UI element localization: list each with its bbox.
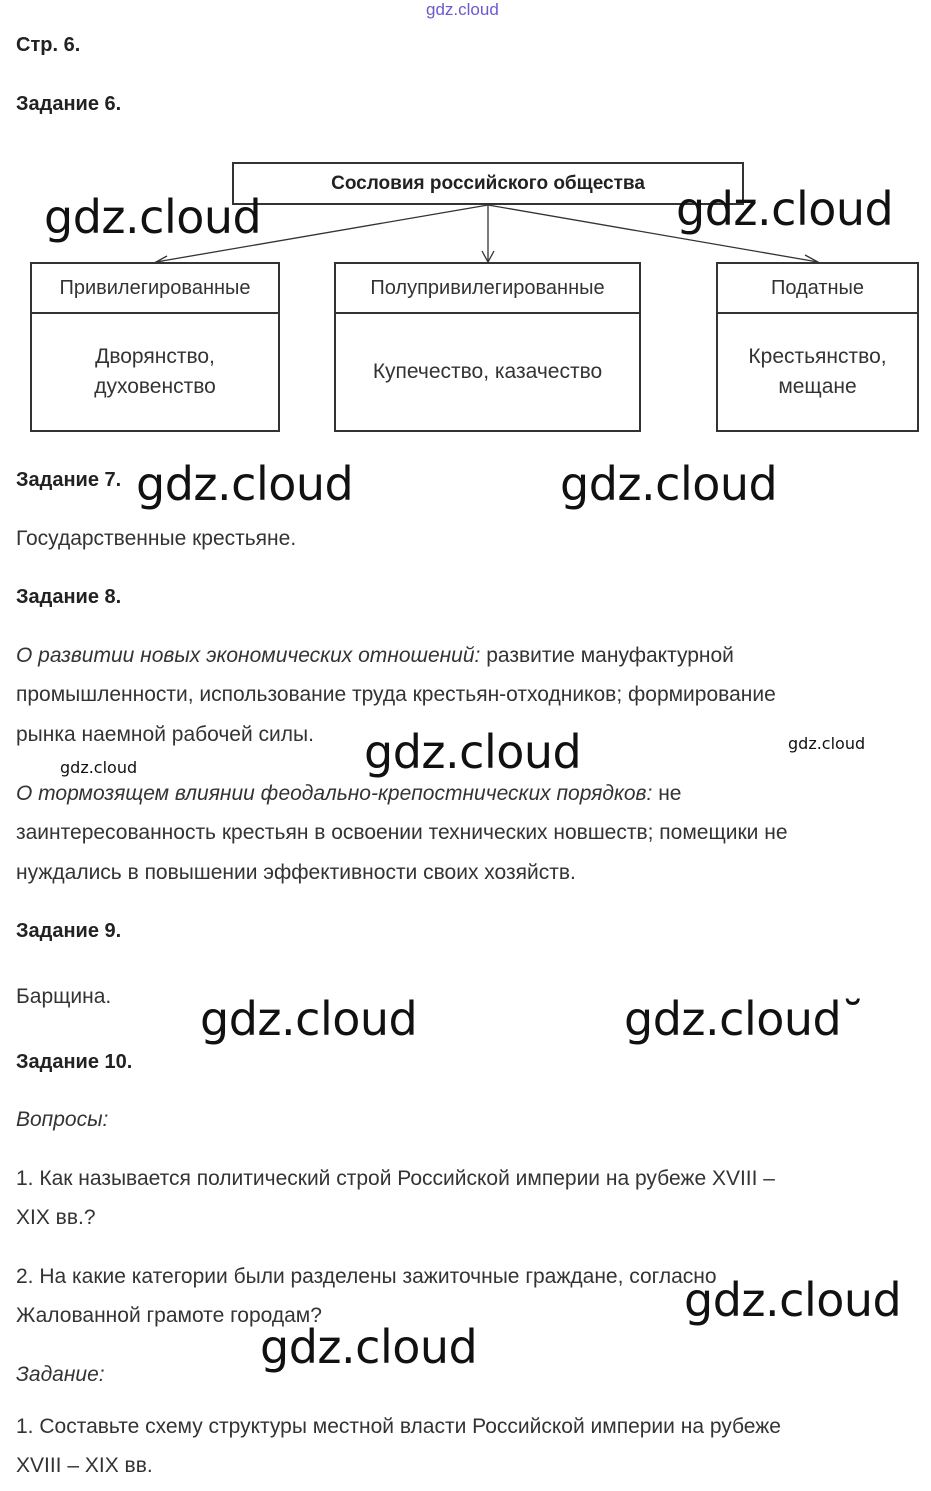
question-1-line2: XIX вв.? [16, 1206, 96, 1229]
task-1-line1: 1. Составьте схему структуры местной власти Российской империи на рубеже [16, 1415, 781, 1438]
watermark-small: gdz.cloud [60, 758, 138, 777]
task6-heading: Задание 6. [16, 93, 122, 115]
task7-heading: Задание 7. [16, 469, 122, 491]
question-2-line2: Жалованной грамоте городам? [16, 1304, 322, 1327]
question-1-line1: 1. Как называется политический строй Российской империи на рубеже XVIII – [16, 1167, 775, 1190]
watermark: gdz.cloud [684, 1273, 902, 1327]
category-taxable [716, 262, 919, 432]
task8-para2-rest: не [652, 782, 682, 805]
watermark: gdz.cloud [364, 725, 582, 779]
category-privileged [30, 262, 280, 432]
task9-heading: Задание 9. [16, 920, 122, 942]
questions-label: Вопросы: [16, 1108, 109, 1131]
task8-heading: Задание 8. [16, 586, 122, 608]
task8-para1-lead: О развитии новых экономических отношений: [16, 644, 481, 667]
watermark: gdz.cloud [676, 182, 894, 236]
task8-para1-line1 [16, 636, 734, 675]
task8-para2-line2: заинтересованность крестьян в освоении технических новшеств; помещики не [16, 821, 788, 844]
task7-answer: Государственные крестьяне. [16, 527, 297, 550]
category-body: Крестьянство, мещане [748, 345, 887, 398]
watermark: gdz.cloud [560, 457, 778, 511]
task9-answer: Барщина. [16, 985, 112, 1008]
task8-para2-line1 [16, 774, 681, 813]
category-title: Податные [718, 264, 917, 314]
task10-heading: Задание 10. [16, 1051, 133, 1073]
task-1-line2: XVIII – XIX вв. [16, 1454, 153, 1477]
page-label: Стр. 6. [16, 34, 81, 56]
watermark-small: gdz.cloud [788, 734, 866, 753]
category-body: Дворянство, духовенство [94, 345, 216, 398]
category-title: Полупривилегированные [336, 264, 639, 314]
watermark: gdz.cloud˘ [624, 992, 864, 1046]
watermark: gdz.cloud [200, 992, 418, 1046]
task-label: Задание: [16, 1363, 105, 1386]
category-title: Привилегированные [32, 264, 278, 314]
question-2-line1: 2. На какие категории были разделены зажиточные граждане, согласно [16, 1265, 717, 1288]
top-watermark: gdz.cloud [426, 0, 499, 19]
task8-para1-rest: развитие мануфактурной [480, 644, 734, 667]
diagram-root: Сословия российского общества [232, 162, 744, 205]
task8-para1-line3: рынка наемной рабочей силы. [16, 723, 314, 746]
watermark: gdz.cloud [136, 457, 354, 511]
watermark: gdz.cloud [44, 190, 262, 244]
task8-para2-line3: нуждались в повышении эффективности своих хозяйств. [16, 861, 576, 884]
category-body: Купечество, казачество [372, 360, 603, 383]
task8-para1-line2: промышленности, использование труда крестьян-отходников; формирование [16, 683, 776, 706]
category-semi-privileged [334, 262, 641, 432]
watermark: gdz.cloud [260, 1320, 478, 1374]
diagram-arrows [0, 0, 931, 300]
task8-para2-lead: О тормозящем влиянии феодально-крепостнических порядков: [16, 782, 653, 805]
